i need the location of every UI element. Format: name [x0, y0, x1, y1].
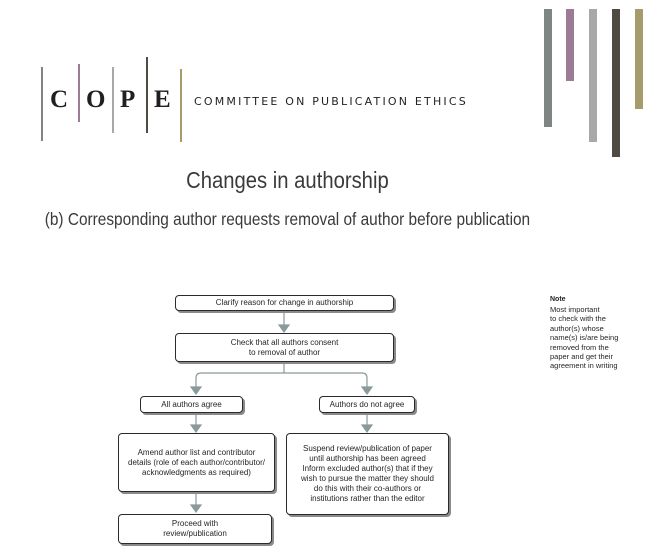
step-proceed: Proceed with review/publication — [118, 514, 272, 544]
logo-letter-c: C — [50, 86, 69, 113]
step-all-agree: All authors agree — [140, 396, 243, 413]
step-amend-author-list: Amend author list and contributor details (role of each author/contributor/ acknowledgments as required) — [118, 433, 275, 492]
step-clarify-reason: Clarify reason for change in authorship — [175, 295, 394, 311]
logo-letter-p: P — [120, 86, 136, 113]
step-suspend-review: Suspend review/publication of paper until authorship has been agreed Inform excluded author(s) that if they wish to pursue the matter they should do this with their co-authors or institutions rather than the editor — [286, 433, 449, 515]
step-do-not-agree: Authors do not agree — [319, 396, 415, 413]
logo-letter-o: O — [86, 86, 106, 113]
page-subtitle: (b) Corresponding author requests removal of author before publication — [44, 209, 531, 229]
logo-letter-e: E — [154, 86, 171, 113]
note-body: Most important to check with the author(s) whose name(s) is/are being removed from the paper and get their agreement in writing — [550, 305, 619, 371]
logo-tagline: COMMITTEE ON PUBLICATION ETHICS — [194, 95, 468, 108]
note-title: Note — [550, 296, 566, 303]
page-title: Changes in authorship — [186, 167, 389, 193]
step-check-consent: Check that all authors consent to removal of author — [175, 333, 394, 362]
